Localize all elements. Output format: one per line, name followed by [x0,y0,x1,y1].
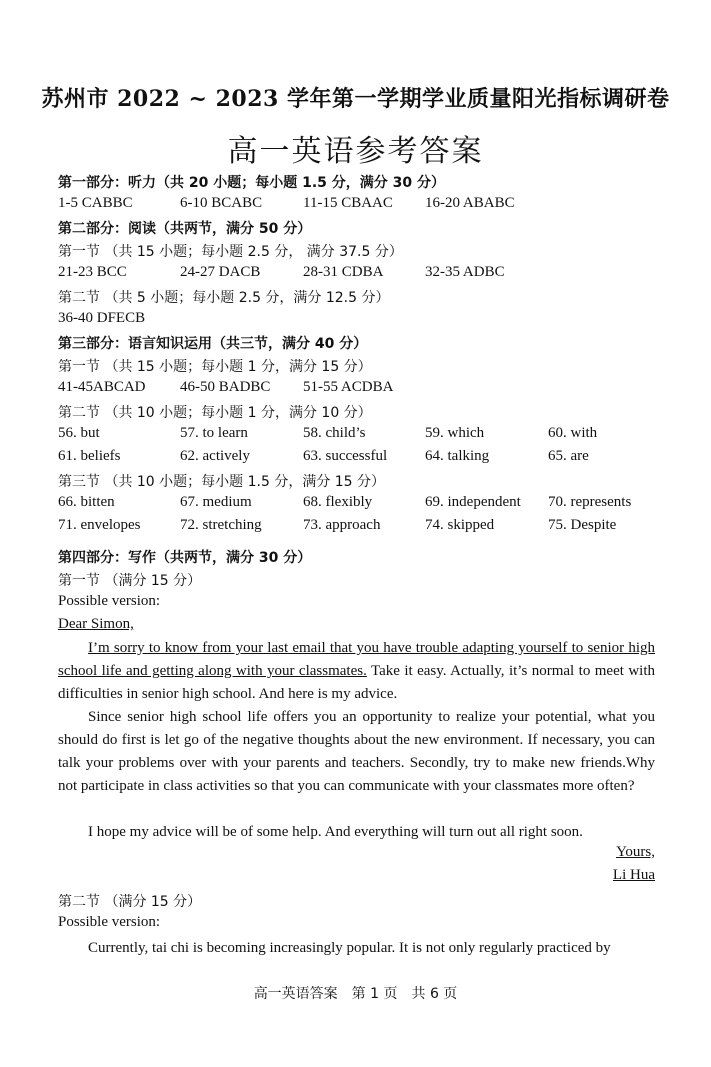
letter-closing: Yours, [616,844,655,860]
answer-item: 75. Despite [548,517,617,533]
part3-section2-heading: 第二节 （共 10 小题；每小题 1 分，满分 10 分） [58,405,372,421]
answer-item: 74. skipped [425,517,495,533]
answer-item: 65. are [548,448,589,464]
page-footer: 高一英语答案 第 1 页 共 6 页 [253,986,458,1002]
possible-version-label: Possible version: [58,914,161,930]
answer-group: 41-45ABCAD [58,379,146,395]
part4-heading: 第四部分：写作（共两节，满分 30 分） [58,550,312,566]
part1-heading: 第一部分：听力（共 20 小题；每小题 1.5 分，满分 30 分） [58,175,446,191]
document-subtitle: 高一英语参考答案 [227,134,484,169]
part3-section1-heading: 第一节 （共 15 小题；每小题 1 分，满分 15 分） [58,359,372,375]
answer-group: 36-40 DFECB [58,310,146,326]
answer-item: 70. represents [548,494,632,510]
paragraph-text: Take it easy. Actually, it’s normal to meet with difficulties in senior high school. And here is my advice. [58,663,655,702]
part4-section1-heading: 第一节 （满分 15 分） [58,573,202,589]
answer-group: 16-20 ABABC [425,195,515,211]
part4-section2-heading: 第二节 （满分 15 分） [58,894,202,910]
part3-heading: 第三部分：语言知识运用（共三节，满分 40 分） [58,336,368,352]
answer-group: 1-5 CABBC [58,195,133,211]
part3-section3-heading: 第三节 （共 10 小题；每小题 1.5 分，满分 15 分） [58,474,386,490]
answer-item: 67. medium [180,494,252,510]
answer-item: 68. flexibly [303,494,373,510]
letter-paragraph-3: I hope my advice will be of some help. And everything will turn out all right soon. [88,824,583,840]
answer-item: 56. but [58,425,100,441]
answer-item: 61. beliefs [58,448,121,464]
essay-paragraph-1: Currently, tai chi is becoming increasingly popular. It is not only regularly practiced by [88,940,611,956]
answer-item: 57. to learn [180,425,248,441]
answer-item: 73. approach [303,517,381,533]
letter-paragraph-2: Since senior high school life offers you an opportunity to realize your potential, what you should do first is let go of the negative thoughts about the new environment. If necessary, you can talk your problems over with your parents and teachers. Secondly, try to make new friends.Why not participate in class activities so that you can communicate with your classmates more often? [58,709,655,794]
answer-item: 58. child’s [303,425,366,441]
answer-group: 51-55 ACDBA [303,379,394,395]
answer-item: 59. which [425,425,485,441]
document-title: 苏州市 2022 ~ 2023 学年第一学期学业质量阳光指标调研卷 [41,86,670,112]
answer-group: 24-27 DACB [180,264,261,280]
letter-signature: Li Hua [612,867,655,883]
answer-item: 60. with [548,425,598,441]
answer-item: 63. successful [303,448,388,464]
answer-group: 21-23 BCC [58,264,127,280]
answer-group: 6-10 BCABC [180,195,263,211]
answer-group: 11-15 CBAAC [303,195,393,211]
part2-section2-heading: 第二节 （共 5 小题；每小题 2.5 分，满分 12.5 分） [58,290,390,306]
answer-item: 69. independent [425,494,521,510]
answer-group: 28-31 CDBA [303,264,384,280]
answer-group: 46-50 BADBC [180,379,271,395]
letter-paragraph-1 [58,637,655,706]
answer-item: 62. actively [180,448,250,464]
letter-salutation: Dear Simon, [58,616,134,632]
part2-section1-heading: 第一节 （共 15 小题；每小题 2.5 分， 满分 37.5 分） [58,244,403,260]
answer-item: 72. stretching [180,517,262,533]
answer-item: 66. bitten [58,494,115,510]
part2-heading: 第二部分：阅读（共两节，满分 50 分） [58,221,312,237]
answer-group: 32-35 ADBC [425,264,505,280]
answer-item: 64. talking [425,448,490,464]
possible-version-label: Possible version: [58,593,161,609]
underlined-opening-sentence: I’m sorry to know from your last email that you have trouble adapting yourself to senior high school life and getting along with your classmates. [58,640,655,679]
answer-item: 71. envelopes [58,517,141,533]
